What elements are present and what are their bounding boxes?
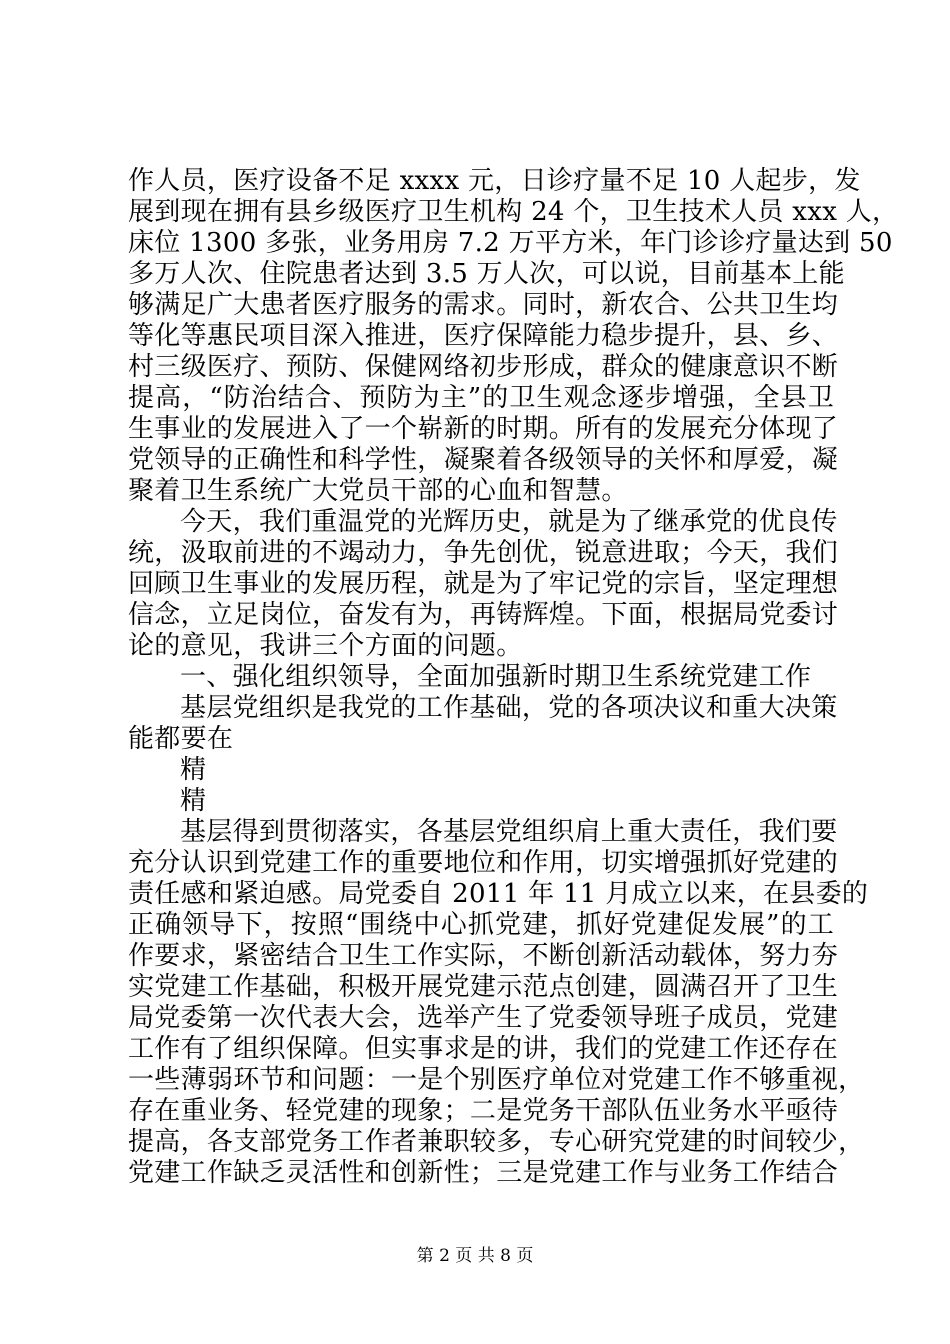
text-line: 局党委第一次代表大会，选举产生了党委领导班子成员，党建 <box>128 1003 839 1033</box>
text-line: 论的意见，我讲三个方面的问题。 <box>128 631 523 661</box>
text-line: 正确领导下，按照“围绕中心抓党建，抓好党建促发展”的工 <box>128 910 834 940</box>
document-body <box>128 166 899 1189</box>
text-line: 精 <box>180 786 207 816</box>
text-line: 等化等惠民项目深入推进，医疗保障能力稳步提升，县、乡、 <box>128 321 839 351</box>
text-line: 够满足广大患者医疗服务的需求。同时，新农合、公共卫生均 <box>128 290 839 320</box>
page-footer: 第 2 页 共 8 页 <box>416 1246 534 1266</box>
text-line: 一些薄弱环节和问题：一是个别医疗单位对党建工作不够重视， <box>128 1065 865 1095</box>
text-line: 今天，我们重温党的光辉历史，就是为了继承党的优良传 <box>180 507 838 537</box>
text-line: 能都要在 <box>128 724 234 754</box>
text-line: 基层得到贯彻落实，各基层党组织肩上重大责任，我们要 <box>180 817 838 847</box>
text-line: 作要求，紧密结合卫生工作实际，不断创新活动载体，努力夯 <box>128 941 839 971</box>
text-line: 作人员，医疗设备不足 xxxx 元，日诊疗量不足 10 人起步，发 <box>128 166 861 196</box>
text-line: 统，汲取前进的不竭动力，争先创优，锐意进取；今天，我们 <box>128 538 839 568</box>
text-line: 存在重业务、轻党建的现象；二是党务干部队伍业务水平亟待 <box>128 1096 839 1126</box>
text-line: 一、强化组织领导，全面加强新时期卫生系统党建工作 <box>180 662 812 692</box>
text-line: 充分认识到党建工作的重要地位和作用，切实增强抓好党建的 <box>128 848 839 878</box>
text-line: 信念，立足岗位，奋发有为，再铸辉煌。下面，根据局党委讨 <box>128 600 839 630</box>
text-line: 生事业的发展进入了一个崭新的时期。所有的发展充分体现了 <box>128 414 839 444</box>
text-line: 村三级医疗、预防、保健网络初步形成，群众的健康意识不断 <box>128 352 839 382</box>
text-line: 责任感和紧迫感。局党委自 2011 年 11 月成立以来，在县委的 <box>128 879 869 909</box>
text-line: 回顾卫生事业的发展历程，就是为了牢记党的宗旨，坚定理想 <box>128 569 839 599</box>
text-line: 展到现在拥有县乡级医疗卫生机构 24 个，卫生技术人员 xxx 人， <box>128 197 899 227</box>
text-line: 精 <box>180 755 207 785</box>
text-line: 党建工作缺乏灵活性和创新性；三是党建工作与业务工作结合 <box>128 1158 839 1188</box>
text-line: 床位 1300 多张，业务用房 7.2 万平方米，年门诊诊疗量达到 50 <box>128 228 893 258</box>
text-line: 多万人次、住院患者达到 3.5 万人次，可以说，目前基本上能 <box>128 259 845 289</box>
text-line: 提高，“防治结合、预防为主”的卫生观念逐步增强，全县卫 <box>128 383 834 413</box>
text-line: 聚着卫生系统广大党员干部的心血和智慧。 <box>128 476 628 506</box>
text-line: 提高，各支部党务工作者兼职较多，专心研究党建的时间较少， <box>128 1127 865 1157</box>
text-line: 党领导的正确性和科学性，凝聚着各级领导的关怀和厚爱，凝 <box>128 445 839 475</box>
text-line: 基层党组织是我党的工作基础，党的各项决议和重大决策 <box>180 693 838 723</box>
text-line: 实党建工作基础，积极开展党建示范点创建，圆满召开了卫生 <box>128 972 839 1002</box>
text-line: 工作有了组织保障。但实事求是的讲，我们的党建工作还存在 <box>128 1034 839 1064</box>
